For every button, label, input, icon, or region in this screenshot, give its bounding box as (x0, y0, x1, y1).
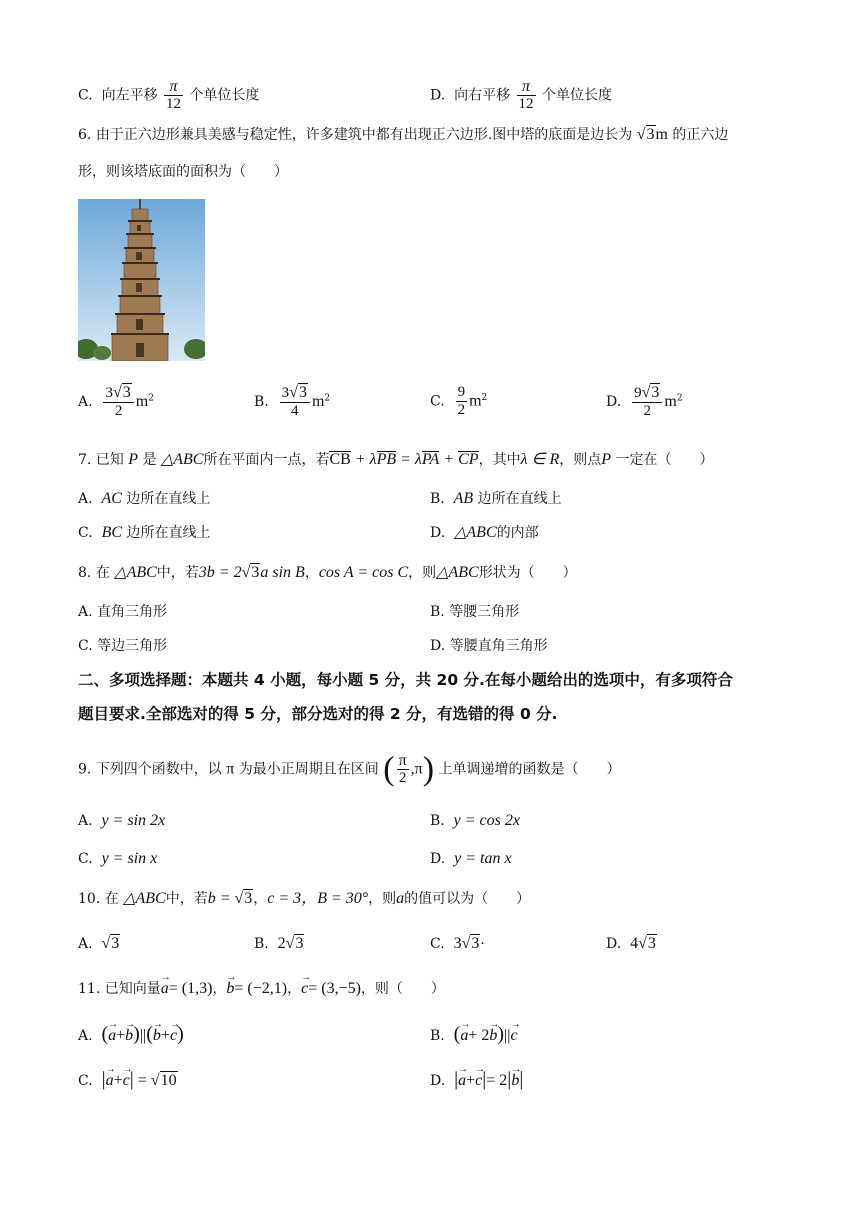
q9-option-b[interactable]: B. y = cos 2x (430, 812, 520, 829)
q8-option-d[interactable]: D. 等腰直角三角形 (430, 638, 548, 654)
fraction: $\frac{\pi}{12}$ (518, 78, 534, 112)
q11-option-d[interactable]: D. |→ a+→ c|= 2|→ b| (430, 1069, 523, 1091)
q6-stem-line1: 6. 由于正六边形兼具美感与稳定性，许多建筑中都有出现正六边形.图中塔的底面是边长为 √3m 的正六边 (78, 126, 729, 143)
q10-option-b[interactable]: B. 2√3 (254, 935, 304, 952)
fraction: $\frac{\pi}{12}$ (166, 78, 182, 112)
q6-stem-line2: 形，则该塔底面的面积为（ ） (78, 164, 288, 180)
q9-option-c[interactable]: C. y = sin x (78, 850, 158, 867)
q11-stem: 11. 已知向量→ a= (1,3)，→ b= (−2,1)，→ c= (3,−5)，则（ ） (78, 979, 445, 999)
q10-stem: 10. 在 △ABC中，若b = √3，c = 3，B = 30°，则a的值可以为（ ） (78, 890, 531, 907)
q7-option-d[interactable]: D. △ABC的内部 (430, 524, 539, 541)
q6-option-c[interactable]: C. $\frac{9}{2}$ $m^2$ (430, 384, 488, 418)
q11-option-a[interactable]: A. (→ a+→ b)||(→ b+→ c) (78, 1024, 184, 1046)
q9-stem: 9. 下列四个函数中，以 π 为最小正周期且在区间 ( $\frac{\pi}{2}$ ,π) 上单调递增的函数是（ ） (78, 750, 621, 788)
q7-option-b[interactable]: B. AB 边所在直线上 (430, 490, 562, 507)
q9-option-a[interactable]: A. y = sin 2x (78, 812, 166, 829)
q8-option-c[interactable]: C. 等边三角形 (78, 638, 168, 654)
sqrt: √3 (636, 126, 655, 143)
q11-option-c[interactable]: C. |→ a+→ c| = √10 (78, 1069, 178, 1091)
q8-option-a[interactable]: A. 直角三角形 (78, 604, 168, 620)
q7-option-c[interactable]: C. BC 边所在直线上 (78, 524, 211, 541)
q11-option-b[interactable]: B. (→ a+ 2→ b)||→ c (430, 1024, 518, 1046)
section-heading-multiple-choice: 二、多项选择题：本题共 4 小题，每小题 5 分，共 20 分.在每小题给出的选项中，有多项符合 题目要求.全部选对的得 5 分，部分选对的得 2 分，有选错的得 0 分. (78, 671, 733, 723)
q5-option-c[interactable]: C. 向左平移 $\frac{\pi}{12}$ 个单位长度 (78, 78, 260, 112)
q6-option-d[interactable]: D. $\frac{9√3}{2}$ $m^2$ (606, 384, 683, 419)
q8-stem: 8. 在 △ABC中，若3b = 2√3a sin B，cos A = cos C，则△ABC形状为（ ） (78, 564, 577, 581)
q7-stem: 7. 已知 P 是 △ABC所在平面内一点，若CB + λPB = λPA + CP，其中λ ∈ R，则点P 一定在（ ） (78, 451, 714, 468)
q5-option-d[interactable]: D. 向右平移 $\frac{\pi}{12}$ 个单位长度 (430, 78, 612, 112)
q10-option-d[interactable]: D. 4√3 (606, 935, 656, 952)
q8-option-b[interactable]: B. 等腰三角形 (430, 604, 520, 620)
q10-option-a[interactable]: A. √3 (78, 935, 120, 952)
q6-option-b[interactable]: B. $\frac{3√3}{4}$ $m^2$ (254, 384, 331, 419)
q6-option-a[interactable]: A. $\frac{3√3}{2}$ $m^2$ (78, 384, 154, 419)
pagoda-photo (78, 199, 205, 361)
q7-option-a[interactable]: A. AC 边所在直线上 (78, 490, 211, 507)
q10-option-c[interactable]: C. 3√3· (430, 935, 485, 952)
q9-option-d[interactable]: D. y = tan x (430, 850, 512, 867)
